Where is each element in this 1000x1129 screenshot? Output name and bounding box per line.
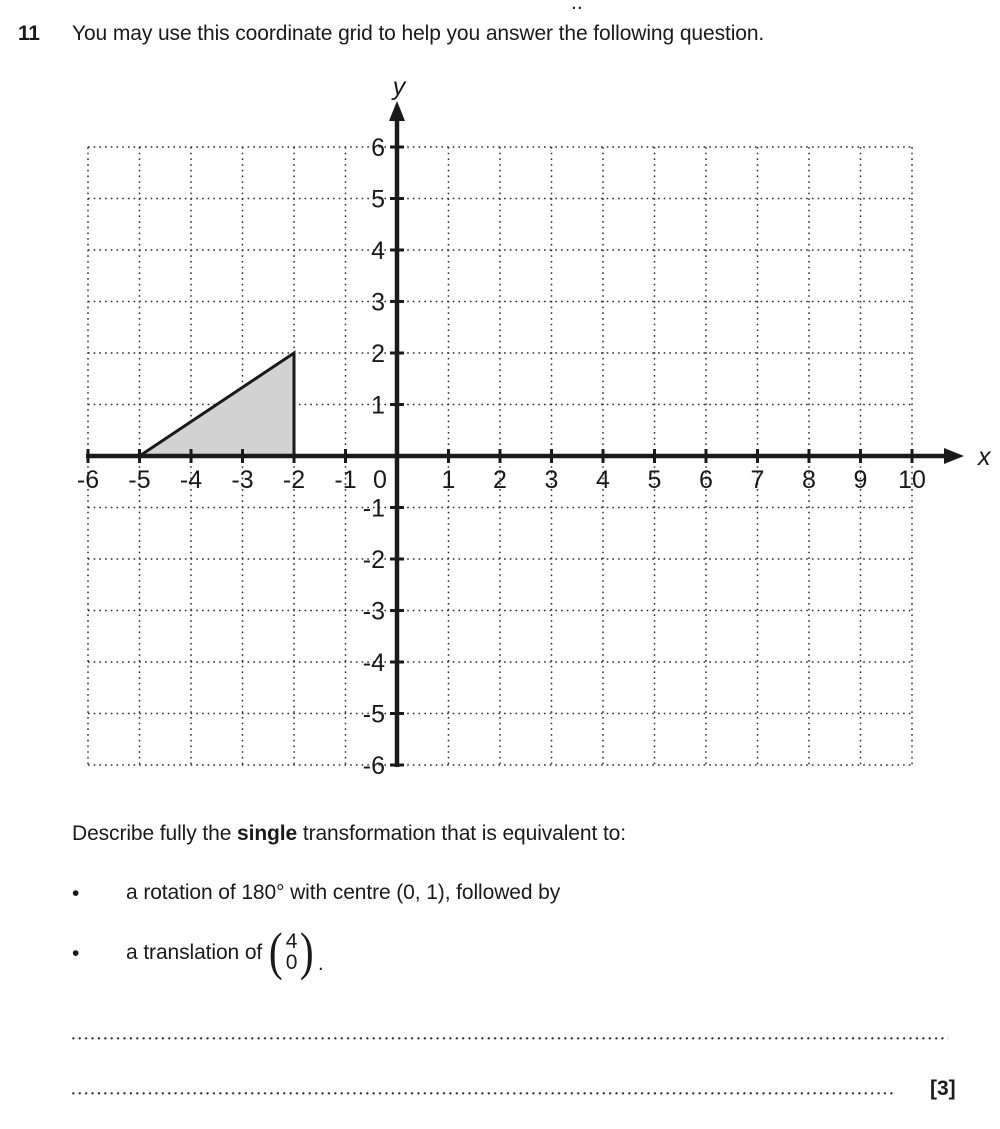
bullet-rotation-text: a rotation of 180° with centre (0, 1), followed by xyxy=(126,881,561,904)
x-tick-label: -5 xyxy=(128,466,151,494)
bullet-item-translation xyxy=(72,923,324,982)
y-tick-label: 1 xyxy=(371,391,385,420)
y-tick-label: 2 xyxy=(371,340,385,368)
x-tick-label: 3 xyxy=(544,466,559,494)
question-header xyxy=(0,22,1000,56)
x-axis-label: x xyxy=(978,443,991,471)
x-tick-label: -4 xyxy=(179,466,203,494)
bullet-translation-text: a translation of xyxy=(126,941,263,965)
x-tick-label: 6 xyxy=(699,466,713,494)
y-tick-label: 3 xyxy=(371,288,385,317)
transformation-prompt xyxy=(72,822,626,846)
y-axis-label: y xyxy=(392,78,406,101)
y-tick-label: -3 xyxy=(362,597,385,626)
vector-component-x: 4 xyxy=(285,930,298,953)
marks-indicator: [3] xyxy=(930,1077,956,1100)
vector-left-paren-icon: ( xyxy=(269,923,283,982)
y-tick-label: 6 xyxy=(371,134,385,162)
question-stem: You may use this coordinate grid to help you answer the following question. xyxy=(72,22,765,45)
column-vector xyxy=(267,923,316,982)
coordinate-grid-svg xyxy=(0,78,1000,798)
y-tick-label: -2 xyxy=(362,546,385,574)
clipped-header-artifact: .. xyxy=(571,0,583,14)
x-tick-label: 8 xyxy=(802,466,816,494)
y-axis-arrow-icon xyxy=(389,101,405,121)
y-tick-label: -4 xyxy=(362,649,385,677)
question-number: 11 xyxy=(18,22,40,45)
y-tick-label: 5 xyxy=(371,185,385,214)
x-tick-label: 5 xyxy=(647,466,662,494)
x-tick-label: 7 xyxy=(750,466,765,494)
x-tick-label: -2 xyxy=(282,466,306,494)
answer-line-1[interactable] xyxy=(72,1037,948,1041)
bullet-marker-icon: • xyxy=(72,881,80,905)
vector-component-y: 0 xyxy=(285,951,298,975)
y-tick-label: 4 xyxy=(371,237,385,265)
prompt-part-2: transformation that is equivalent to: xyxy=(297,822,626,845)
y-tick-label: -5 xyxy=(362,700,385,729)
vector-components xyxy=(285,931,299,974)
x-axis-arrow-icon xyxy=(944,448,964,464)
x-tick-label: -3 xyxy=(231,466,254,494)
y-tick-label: -1 xyxy=(362,494,385,523)
x-tick-label: 10 xyxy=(898,466,926,494)
vector-right-paren-icon: ) xyxy=(300,923,314,982)
origin-label: 0 xyxy=(373,466,387,494)
x-tick-label: 2 xyxy=(493,466,507,494)
bullet-translation-trailing-text: . xyxy=(317,952,324,976)
bullet-marker-icon: • xyxy=(72,941,80,965)
x-tick-label: 1 xyxy=(441,466,456,494)
x-tick-label: 9 xyxy=(853,466,868,494)
y-tick-label: -6 xyxy=(362,752,385,780)
prompt-part-1: Describe fully the xyxy=(72,822,238,845)
prompt-bold-single: single xyxy=(237,822,298,845)
answer-line-2[interactable] xyxy=(72,1092,896,1096)
x-tick-label: -6 xyxy=(76,466,100,494)
x-tick-label: -1 xyxy=(334,466,357,494)
bullet-item-rotation xyxy=(72,881,560,905)
x-tick-label: 4 xyxy=(596,466,610,494)
coordinate-grid xyxy=(0,78,1000,798)
